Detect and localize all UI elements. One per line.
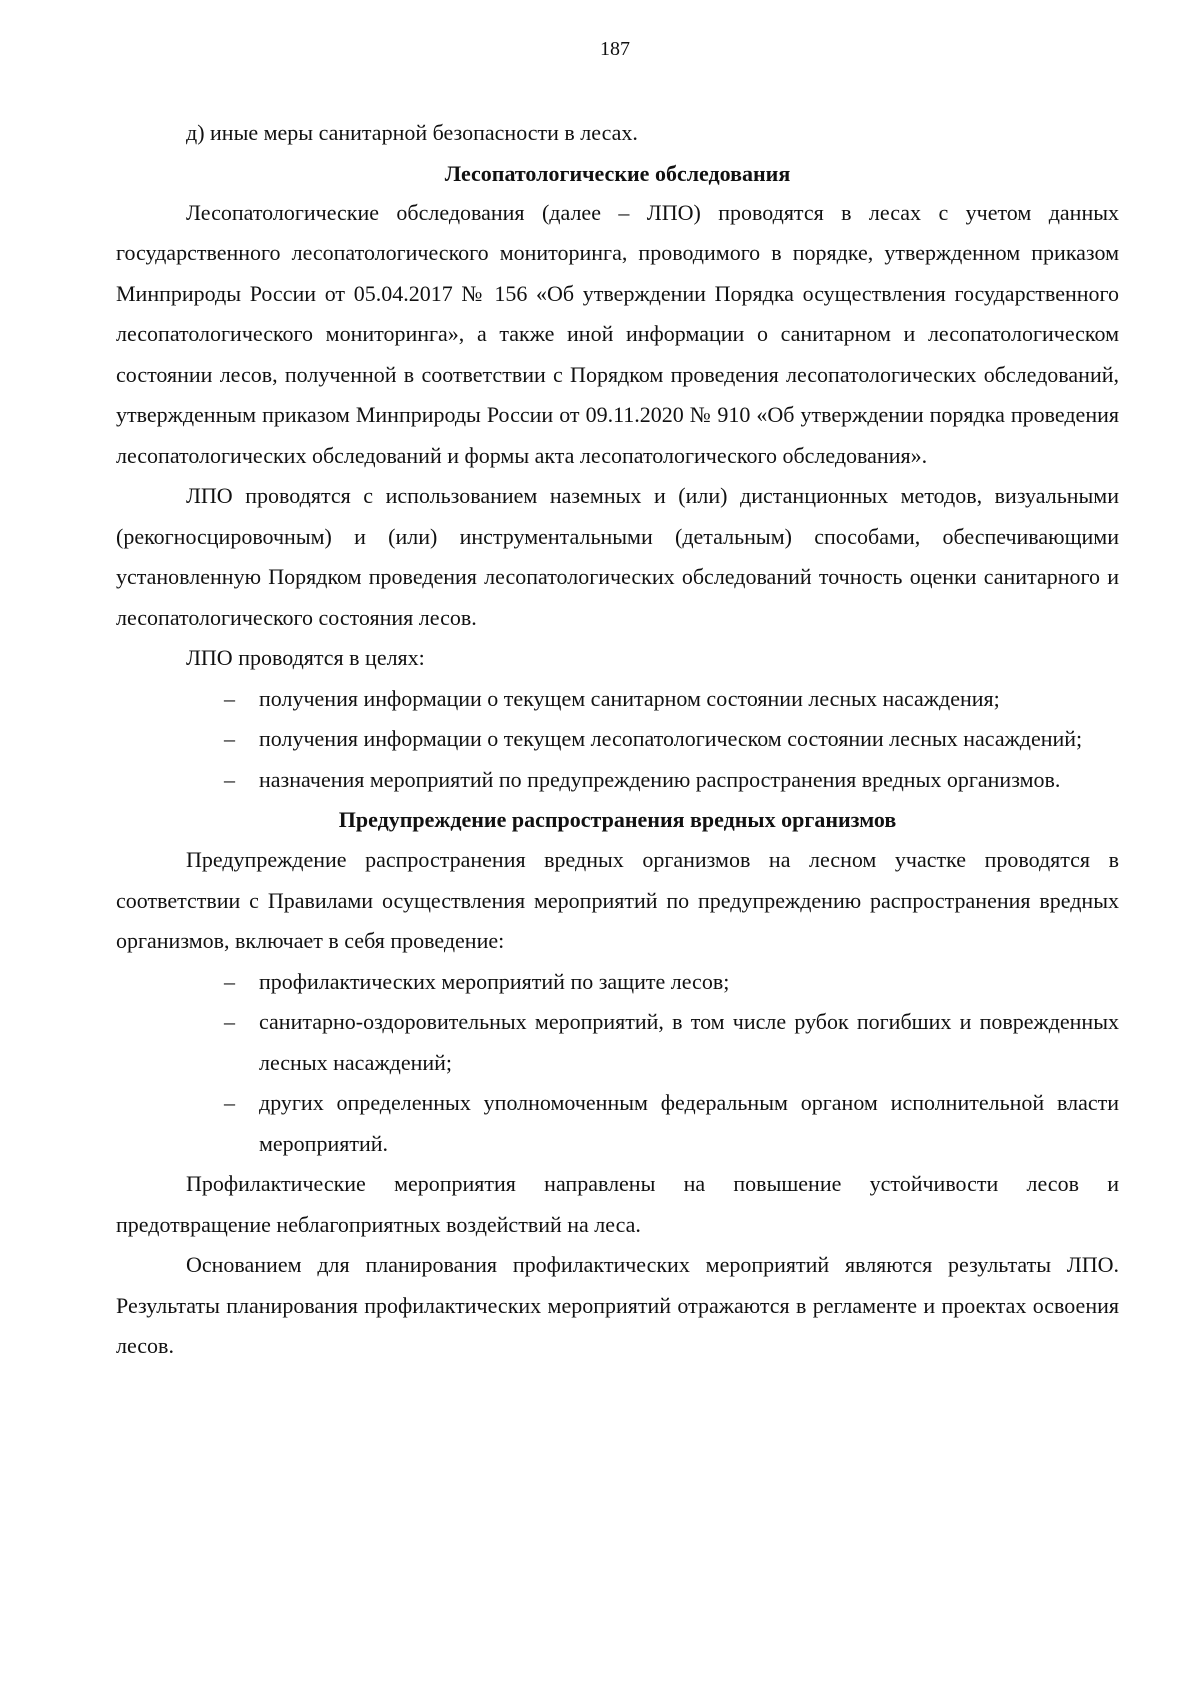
paragraph: Профилактические мероприятия направлены на повышение устойчивости лесов и предотвращение неблагоприятных воздействий на леса.	[116, 1171, 1119, 1237]
measures-list	[116, 962, 1119, 1165]
list-item-text: других определенных уполномоченным федеральным органом исполнительной власти мероприятий.	[259, 1090, 1119, 1156]
paragraph: Основанием для планирования профилактических мероприятий являются результаты ЛПО. Результаты планирования профилактических мероприятий отражаются в регламенте и проектах освоения лесов.	[116, 1252, 1119, 1358]
section-heading-forest-pathology: Лесопатологические обследования	[444, 160, 791, 186]
list-item	[116, 760, 1119, 801]
paragraph: Лесопатологические обследования (далее – ЛПО) проводятся в лесах с учетом данных государственного лесопатологического мониторинга, проводимого в порядке, утвержденном приказом Минприроды России от 05.04.2017 № 156 «Об утверждении Порядка осуществления государственного лесопатологического мониторинга», а также иной информации о санитарном и лесопатологическом состоянии лесов, полученной в соответствии с Порядком проведения лесопатологических обследований, утвержденным приказом Минприроды России от 09.11.2020 № 910 «Об утверждении порядка проведения лесопатологических обследований и формы акта лесопатологического обследования».	[116, 199, 1119, 468]
paragraph: ЛПО проводятся с использованием наземных и (или) дистанционных методов, визуальными (рекогносцировочным) и (или) инструментальными (детальным) способами, обеспечивающими установленную Порядком проведения лесопатологических обследований точность оценки санитарного и лесопатологического состояния лесов.	[116, 483, 1119, 630]
list-item-text: санитарно-оздоровительных мероприятий, в том числе рубок погибших и поврежденных лесных насаждений;	[259, 1009, 1119, 1075]
goals-list	[116, 679, 1119, 801]
list-item	[116, 679, 1119, 720]
list-item-text: получения информации о текущем лесопатологическом состоянии лесных насаждений;	[259, 726, 1083, 751]
list-item-text: назначения мероприятий по предупреждению распространения вредных организмов.	[259, 766, 1061, 792]
list-item	[116, 719, 1119, 760]
dash-bullet: –	[224, 685, 235, 711]
list-item	[116, 1083, 1119, 1164]
section-heading-pest-prevention: Предупреждение распространения вредных организмов	[338, 807, 897, 832]
list-item-text: получения информации о текущем санитарном состоянии лесных насаждения;	[259, 685, 1000, 711]
dash-bullet: –	[224, 766, 235, 792]
dash-bullet: –	[224, 1090, 235, 1115]
paragraph: Предупреждение распространения вредных организмов на лесном участке проводятся в соответствии с Правилами осуществления мероприятий по предупреждению распространения вредных организмов, включает в себя проведение:	[116, 847, 1119, 953]
page-number: 187	[600, 38, 630, 60]
dash-bullet: –	[224, 726, 235, 751]
dash-bullet: –	[224, 968, 235, 994]
paragraph: ЛПО проводятся в целях:	[186, 645, 425, 670]
list-item	[116, 962, 1119, 1003]
intro-list-item: д) иные меры санитарной безопасности в лесах.	[186, 120, 638, 145]
document-body	[116, 113, 1119, 1367]
list-item-text: профилактических мероприятий по защите лесов;	[259, 968, 730, 994]
list-item	[116, 1002, 1119, 1083]
dash-bullet: –	[224, 1009, 235, 1034]
